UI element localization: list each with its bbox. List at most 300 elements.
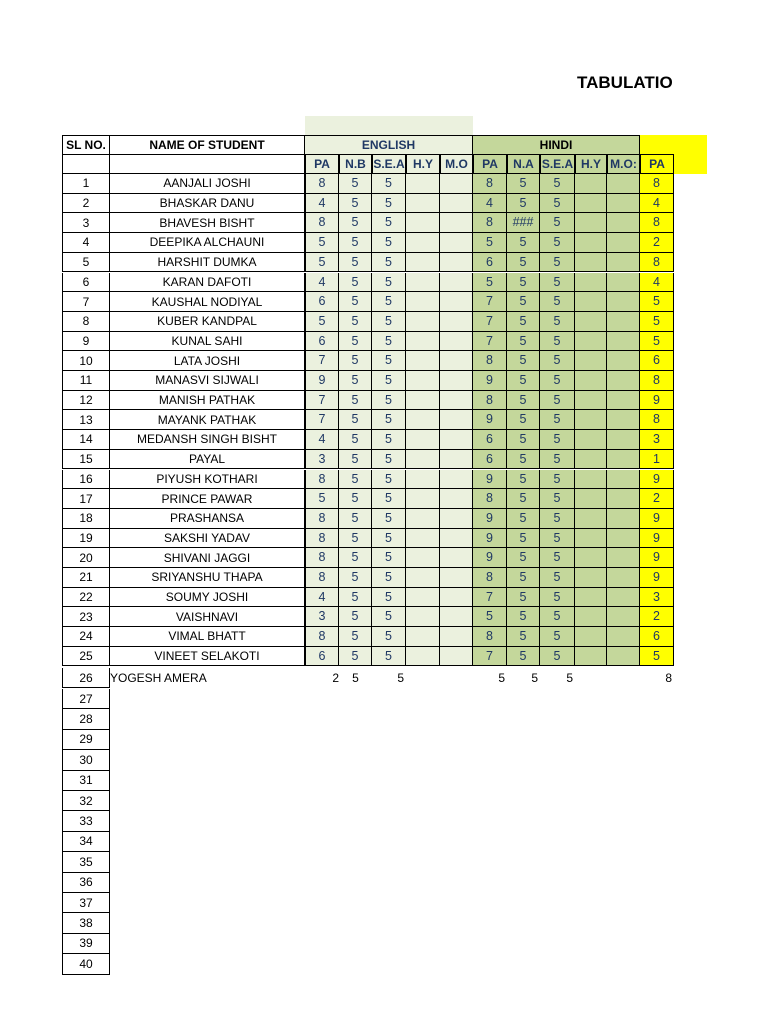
mark-cell-t-pa: 2 (640, 233, 674, 253)
empty-mark-cell (406, 233, 440, 253)
empty-mark-cell (607, 430, 640, 450)
empty-mark-cell (406, 470, 440, 490)
student-name-cell: SHIVANI JAGGI (110, 548, 305, 568)
empty-mark-cell (440, 213, 473, 233)
mark-cell-h-sea: 5 (540, 509, 575, 529)
mark-cell-h-sea: 5 (540, 430, 575, 450)
mark-cell-t-pa: 9 (640, 391, 674, 411)
mark-cell-e-sea: 5 (372, 371, 406, 391)
mark-cell-e-sea: 5 (372, 312, 406, 332)
mark-cell-h-sea: 5 (540, 253, 575, 273)
mark-cell-h-na: 5 (507, 410, 540, 430)
student-name-cell: MANISH PATHAK (110, 391, 305, 411)
sl-no-cell: 11 (62, 371, 110, 391)
sl-no-cell: 23 (62, 607, 110, 627)
mark-cell-e-nb: 5 (339, 253, 372, 273)
mark-cell-t-pa: 5 (640, 647, 674, 667)
sl-no-cell: 18 (62, 509, 110, 529)
third-col-header: PA (640, 154, 674, 174)
mark-cell-h-na: 5 (507, 233, 540, 253)
sl-no-cell: 21 (62, 568, 110, 588)
empty-mark-cell (406, 312, 440, 332)
empty-mark-cell (575, 647, 607, 667)
empty-mark-cell (607, 233, 640, 253)
mark-cell-t-pa: 9 (640, 568, 674, 588)
sl-no-cell: 29 (62, 730, 110, 750)
mark-cell-t-pa: 9 (640, 509, 674, 529)
mark-cell-e-pa: 3 (305, 607, 339, 627)
mark-cell-t-pa: 9 (640, 529, 674, 549)
empty-mark-cell (575, 410, 607, 430)
student-name-cell: KAUSHAL NODIYAL (110, 292, 305, 312)
student-name-cell: VAISHNAVI (110, 607, 305, 627)
page-title: TABULATIO (577, 73, 673, 92)
mark-cell-h-sea: 5 (540, 174, 575, 194)
mark-cell-h-na: 5 (507, 253, 540, 273)
mark-cell-h-na: 5 (507, 470, 540, 490)
sl-no-cell: 24 (62, 627, 110, 647)
empty-mark-cell (440, 489, 473, 509)
sl-no-cell: 10 (62, 351, 110, 371)
empty-mark-cell (575, 332, 607, 352)
empty-mark-cell (575, 253, 607, 273)
mark-cell-h-sea: 5 (540, 233, 575, 253)
empty-mark-cell (607, 332, 640, 352)
student-name-cell: MEDANSH SINGH BISHT (110, 430, 305, 450)
empty-mark-cell (607, 213, 640, 233)
mark-cell-t-pa: 4 (640, 273, 674, 293)
mark-cell-e-pa: 8 (305, 627, 339, 647)
empty-mark-cell (575, 273, 607, 293)
mark-cell-e-nb: 5 (339, 509, 372, 529)
empty-mark-cell (440, 194, 473, 214)
mark-cell-t-pa: 8 (640, 213, 674, 233)
mark-cell-t-pa: 8 (640, 253, 674, 273)
mark-cell-h-pa: 5 (498, 671, 505, 685)
mark-cell-h-sea: 5 (566, 671, 573, 685)
empty-mark-cell (607, 174, 640, 194)
sl-no-cell: 9 (62, 332, 110, 352)
mark-cell-e-pa: 8 (305, 213, 339, 233)
mark-cell-h-pa: 7 (473, 332, 507, 352)
empty-mark-cell (440, 253, 473, 273)
mark-cell-e-sea: 5 (372, 647, 406, 667)
empty-mark-cell (575, 371, 607, 391)
mark-cell-e-nb: 5 (339, 529, 372, 549)
mark-cell-h-sea: 5 (540, 371, 575, 391)
mark-cell-h-pa: 6 (473, 253, 507, 273)
student-name-cell: DEEPIKA ALCHAUNI (110, 233, 305, 253)
empty-mark-cell (440, 273, 473, 293)
student-name-cell: PRINCE PAWAR (110, 489, 305, 509)
sl-no-cell: 20 (62, 548, 110, 568)
student-name-cell: BHASKAR DANU (110, 194, 305, 214)
mark-cell-e-sea: 5 (372, 391, 406, 411)
mark-cell-h-na: 5 (507, 588, 540, 608)
student-name-cell: MAYANK PATHAK (110, 410, 305, 430)
mark-cell-h-sea: 5 (540, 410, 575, 430)
student-name-cell: HARSHIT DUMKA (110, 253, 305, 273)
empty-mark-cell (440, 529, 473, 549)
mark-cell-h-sea: 5 (540, 607, 575, 627)
mark-cell-h-na: 5 (507, 391, 540, 411)
sl-no-subheader (62, 154, 110, 174)
mark-cell-h-sea: 5 (540, 194, 575, 214)
mark-cell-t-pa: 5 (640, 312, 674, 332)
mark-cell-h-pa: 9 (473, 410, 507, 430)
empty-mark-cell (607, 647, 640, 667)
mark-cell-t-pa: 4 (640, 194, 674, 214)
mark-cell-e-nb: 5 (339, 588, 372, 608)
mark-cell-e-pa: 6 (305, 647, 339, 667)
empty-mark-cell (575, 391, 607, 411)
mark-cell-t-pa: 3 (640, 588, 674, 608)
empty-mark-cell (406, 253, 440, 273)
mark-cell-e-pa: 8 (305, 509, 339, 529)
mark-cell-t-pa: 2 (640, 489, 674, 509)
empty-mark-cell (440, 233, 473, 253)
student-name-cell: KUBER KANDPAL (110, 312, 305, 332)
mark-cell-h-pa: 9 (473, 548, 507, 568)
mark-cell-e-nb: 5 (339, 627, 372, 647)
mark-cell-h-pa: 8 (473, 489, 507, 509)
mark-cell-e-pa: 4 (305, 430, 339, 450)
mark-cell-e-sea: 5 (372, 509, 406, 529)
sl-no-cell: 1 (62, 174, 110, 194)
english-col-header: S.E.A (372, 154, 406, 174)
sl-no-cell: 4 (62, 233, 110, 253)
empty-mark-cell (575, 292, 607, 312)
name-subheader (110, 154, 305, 174)
mark-cell-e-sea: 5 (372, 470, 406, 490)
mark-cell-h-pa: 6 (473, 430, 507, 450)
mark-cell-h-na: 5 (507, 292, 540, 312)
mark-cell-e-nb: 5 (339, 292, 372, 312)
empty-mark-cell (607, 194, 640, 214)
mark-cell-h-na: 5 (507, 548, 540, 568)
empty-mark-cell (607, 351, 640, 371)
empty-mark-cell (607, 529, 640, 549)
mark-cell-h-pa: 7 (473, 588, 507, 608)
empty-mark-cell (406, 548, 440, 568)
mark-cell-h-pa: 8 (473, 213, 507, 233)
mark-cell-t-pa: 2 (640, 607, 674, 627)
mark-cell-e-sea: 5 (372, 233, 406, 253)
empty-mark-cell (440, 627, 473, 647)
empty-mark-cell (406, 273, 440, 293)
empty-mark-cell (406, 332, 440, 352)
mark-cell-e-sea: 5 (372, 450, 406, 470)
sl-no-cell: 40 (62, 954, 110, 974)
hindi-col-header: PA (473, 154, 507, 174)
sl-no-cell: 16 (62, 470, 110, 490)
english-header: ENGLISH (305, 135, 473, 154)
empty-mark-cell (607, 273, 640, 293)
mark-cell-e-nb: 5 (352, 671, 359, 685)
mark-cell-h-pa: 8 (473, 627, 507, 647)
mark-cell-e-pa: 7 (305, 391, 339, 411)
mark-cell-e-sea: 5 (372, 627, 406, 647)
mark-cell-h-na: 5 (507, 647, 540, 667)
sl-no-cell: 27 (62, 689, 110, 709)
english-col-header: M.O (440, 154, 473, 174)
mark-cell-e-nb: 5 (339, 410, 372, 430)
mark-cell-e-pa: 8 (305, 529, 339, 549)
mark-cell-h-sea: 5 (540, 273, 575, 293)
mark-cell-h-na: 5 (507, 489, 540, 509)
empty-mark-cell (607, 588, 640, 608)
mark-cell-e-nb: 5 (339, 233, 372, 253)
mark-cell-e-sea: 5 (372, 213, 406, 233)
empty-mark-cell (406, 174, 440, 194)
empty-mark-cell (406, 568, 440, 588)
empty-mark-cell (607, 568, 640, 588)
empty-mark-cell (440, 351, 473, 371)
empty-mark-cell (406, 410, 440, 430)
mark-cell-h-sea: 5 (540, 568, 575, 588)
empty-mark-cell (607, 253, 640, 273)
mark-cell-e-pa: 5 (305, 312, 339, 332)
mark-cell-e-pa: 8 (305, 470, 339, 490)
mark-cell-e-nb: 5 (339, 647, 372, 667)
mark-cell-e-pa: 4 (305, 588, 339, 608)
mark-cell-e-sea: 5 (372, 548, 406, 568)
sl-no-cell: 30 (62, 750, 110, 770)
mark-cell-e-pa: 4 (305, 273, 339, 293)
student-name-cell: LATA JOSHI (110, 351, 305, 371)
empty-mark-cell (440, 391, 473, 411)
empty-mark-cell (607, 410, 640, 430)
mark-cell-e-pa: 8 (305, 568, 339, 588)
empty-mark-cell (575, 489, 607, 509)
mark-cell-h-sea: 5 (540, 213, 575, 233)
sl-no-cell: 28 (62, 709, 110, 729)
empty-mark-cell (440, 332, 473, 352)
mark-cell-t-pa: 1 (640, 450, 674, 470)
mark-cell-h-pa: 8 (473, 174, 507, 194)
empty-mark-cell (607, 470, 640, 490)
sl-no-cell: 17 (62, 489, 110, 509)
empty-mark-cell (406, 430, 440, 450)
empty-mark-cell (440, 292, 473, 312)
sl-no-cell: 5 (62, 253, 110, 273)
mark-cell-h-sea: 5 (540, 292, 575, 312)
mark-cell-h-pa: 8 (473, 568, 507, 588)
sl-no-cell: 34 (62, 832, 110, 852)
student-name-cell: VINEET SELAKOTI (110, 647, 305, 667)
student-name-cell: AANJALI JOSHI (110, 174, 305, 194)
empty-mark-cell (575, 312, 607, 332)
empty-mark-cell (440, 548, 473, 568)
mark-cell-h-na: ### (507, 213, 540, 233)
empty-mark-cell (440, 568, 473, 588)
mark-cell-e-sea: 5 (372, 253, 406, 273)
empty-mark-cell (406, 391, 440, 411)
mark-cell-h-na: 5 (507, 174, 540, 194)
name-header: NAME OF STUDENT (110, 135, 305, 155)
empty-mark-cell (440, 430, 473, 450)
mark-cell-h-sea: 5 (540, 351, 575, 371)
empty-mark-cell (607, 607, 640, 627)
empty-mark-cell (406, 489, 440, 509)
mark-cell-h-pa: 9 (473, 470, 507, 490)
mark-cell-e-nb: 5 (339, 607, 372, 627)
mark-cell-h-na: 5 (507, 430, 540, 450)
empty-mark-cell (406, 292, 440, 312)
mark-cell-h-sea: 5 (540, 588, 575, 608)
sl-no-cell: 3 (62, 213, 110, 233)
mark-cell-h-na: 5 (507, 332, 540, 352)
mark-cell-e-nb: 5 (339, 470, 372, 490)
empty-mark-cell (406, 351, 440, 371)
sl-no-cell: 2 (62, 194, 110, 214)
empty-mark-cell (440, 410, 473, 430)
empty-mark-cell (575, 588, 607, 608)
mark-cell-e-pa: 7 (305, 351, 339, 371)
student-name-cell: MANASVI SIJWALI (110, 371, 305, 391)
mark-cell-e-pa: 6 (305, 292, 339, 312)
mark-cell-h-sea: 5 (540, 647, 575, 667)
student-name-cell: SAKSHI YADAV (110, 529, 305, 549)
mark-cell-h-sea: 5 (540, 489, 575, 509)
mark-cell-h-na: 5 (531, 671, 538, 685)
student-name-cell: BHAVESH BISHT (110, 213, 305, 233)
mark-cell-e-nb: 5 (339, 273, 372, 293)
mark-cell-h-pa: 5 (473, 233, 507, 253)
empty-mark-cell (440, 509, 473, 529)
empty-mark-cell (406, 647, 440, 667)
mark-cell-h-pa: 7 (473, 292, 507, 312)
mark-cell-h-na: 5 (507, 351, 540, 371)
mark-cell-e-pa: 5 (305, 233, 339, 253)
mark-cell-e-sea: 5 (372, 588, 406, 608)
student-name-cell: KARAN DAFOTI (110, 273, 305, 293)
empty-mark-cell (575, 174, 607, 194)
empty-mark-cell (575, 568, 607, 588)
empty-mark-cell (406, 588, 440, 608)
empty-mark-cell (440, 607, 473, 627)
mark-cell-e-sea: 5 (372, 568, 406, 588)
mark-cell-h-na: 5 (507, 273, 540, 293)
empty-mark-cell (575, 548, 607, 568)
sl-no-cell: 38 (62, 913, 110, 933)
empty-mark-cell (440, 470, 473, 490)
mark-cell-h-na: 5 (507, 509, 540, 529)
empty-mark-cell (440, 371, 473, 391)
hindi-col-header: S.E.A (540, 154, 575, 174)
mark-cell-e-pa: 9 (305, 371, 339, 391)
mark-cell-e-nb: 5 (339, 351, 372, 371)
empty-mark-cell (575, 470, 607, 490)
empty-mark-cell (607, 548, 640, 568)
student-name-cell: YOGESH AMERA (110, 671, 207, 685)
empty-mark-cell (406, 627, 440, 647)
mark-cell-h-sea: 5 (540, 332, 575, 352)
mark-cell-e-sea: 5 (372, 607, 406, 627)
mark-cell-h-sea: 5 (540, 627, 575, 647)
mark-cell-h-sea: 5 (540, 450, 575, 470)
mark-cell-h-sea: 5 (540, 470, 575, 490)
mark-cell-t-pa: 8 (640, 174, 674, 194)
mark-cell-h-pa: 4 (473, 194, 507, 214)
hindi-col-header: N.A (507, 154, 540, 174)
mark-cell-e-nb: 5 (339, 371, 372, 391)
mark-cell-h-pa: 5 (473, 607, 507, 627)
sl-no-cell: 15 (62, 450, 110, 470)
student-name-cell: VIMAL BHATT (110, 627, 305, 647)
mark-cell-e-nb: 5 (339, 312, 372, 332)
empty-mark-cell (406, 194, 440, 214)
sl-no-cell: 39 (62, 934, 110, 954)
mark-cell-e-sea: 5 (372, 273, 406, 293)
mark-cell-h-na: 5 (507, 607, 540, 627)
mark-cell-t-pa: 8 (640, 410, 674, 430)
english-col-header: N.B (339, 154, 372, 174)
empty-mark-cell (607, 391, 640, 411)
sl-no-cell: 12 (62, 391, 110, 411)
mark-cell-e-sea: 5 (372, 292, 406, 312)
mark-cell-e-pa: 7 (305, 410, 339, 430)
sl-no-cell: 6 (62, 273, 110, 293)
mark-cell-t-pa: 6 (640, 627, 674, 647)
student-name-cell: PAYAL (110, 450, 305, 470)
mark-cell-h-sea: 5 (540, 529, 575, 549)
mark-cell-h-pa: 7 (473, 647, 507, 667)
sl-no-cell: 37 (62, 893, 110, 913)
empty-mark-cell (575, 430, 607, 450)
empty-mark-cell (440, 647, 473, 667)
sl-no-cell: 32 (62, 791, 110, 811)
mark-cell-h-sea: 5 (540, 548, 575, 568)
sl-no-cell: 26 (62, 668, 110, 688)
sl-no-cell: 7 (62, 292, 110, 312)
mark-cell-e-pa: 4 (305, 194, 339, 214)
mark-cell-e-pa: 6 (305, 332, 339, 352)
mark-cell-h-sea: 5 (540, 391, 575, 411)
empty-mark-cell (575, 351, 607, 371)
mark-cell-e-nb: 5 (339, 548, 372, 568)
mark-cell-h-pa: 9 (473, 529, 507, 549)
mark-cell-e-nb: 5 (339, 391, 372, 411)
mark-cell-h-na: 5 (507, 371, 540, 391)
mark-cell-h-pa: 9 (473, 371, 507, 391)
mark-cell-e-nb: 5 (339, 568, 372, 588)
empty-mark-cell (575, 213, 607, 233)
mark-cell-h-sea: 5 (540, 312, 575, 332)
mark-cell-h-na: 5 (507, 312, 540, 332)
empty-mark-cell (575, 509, 607, 529)
mark-cell-e-pa: 8 (305, 174, 339, 194)
mark-cell-t-pa: 3 (640, 430, 674, 450)
mark-cell-h-pa: 7 (473, 312, 507, 332)
sl-no-cell: 13 (62, 410, 110, 430)
mark-cell-e-sea: 5 (397, 671, 404, 685)
mark-cell-e-pa: 5 (305, 253, 339, 273)
empty-mark-cell (406, 371, 440, 391)
mark-cell-h-pa: 9 (473, 509, 507, 529)
empty-mark-cell (440, 174, 473, 194)
student-name-cell: KUNAL SAHI (110, 332, 305, 352)
english-col-header: H.Y (406, 154, 440, 174)
mark-cell-t-pa: 6 (640, 351, 674, 371)
mark-cell-e-sea: 5 (372, 332, 406, 352)
english-col-header: PA (305, 154, 339, 174)
hindi-header: HINDI (473, 135, 640, 154)
empty-mark-cell (575, 607, 607, 627)
empty-mark-cell (575, 529, 607, 549)
mark-cell-t-pa: 9 (640, 470, 674, 490)
mark-cell-h-na: 5 (507, 568, 540, 588)
